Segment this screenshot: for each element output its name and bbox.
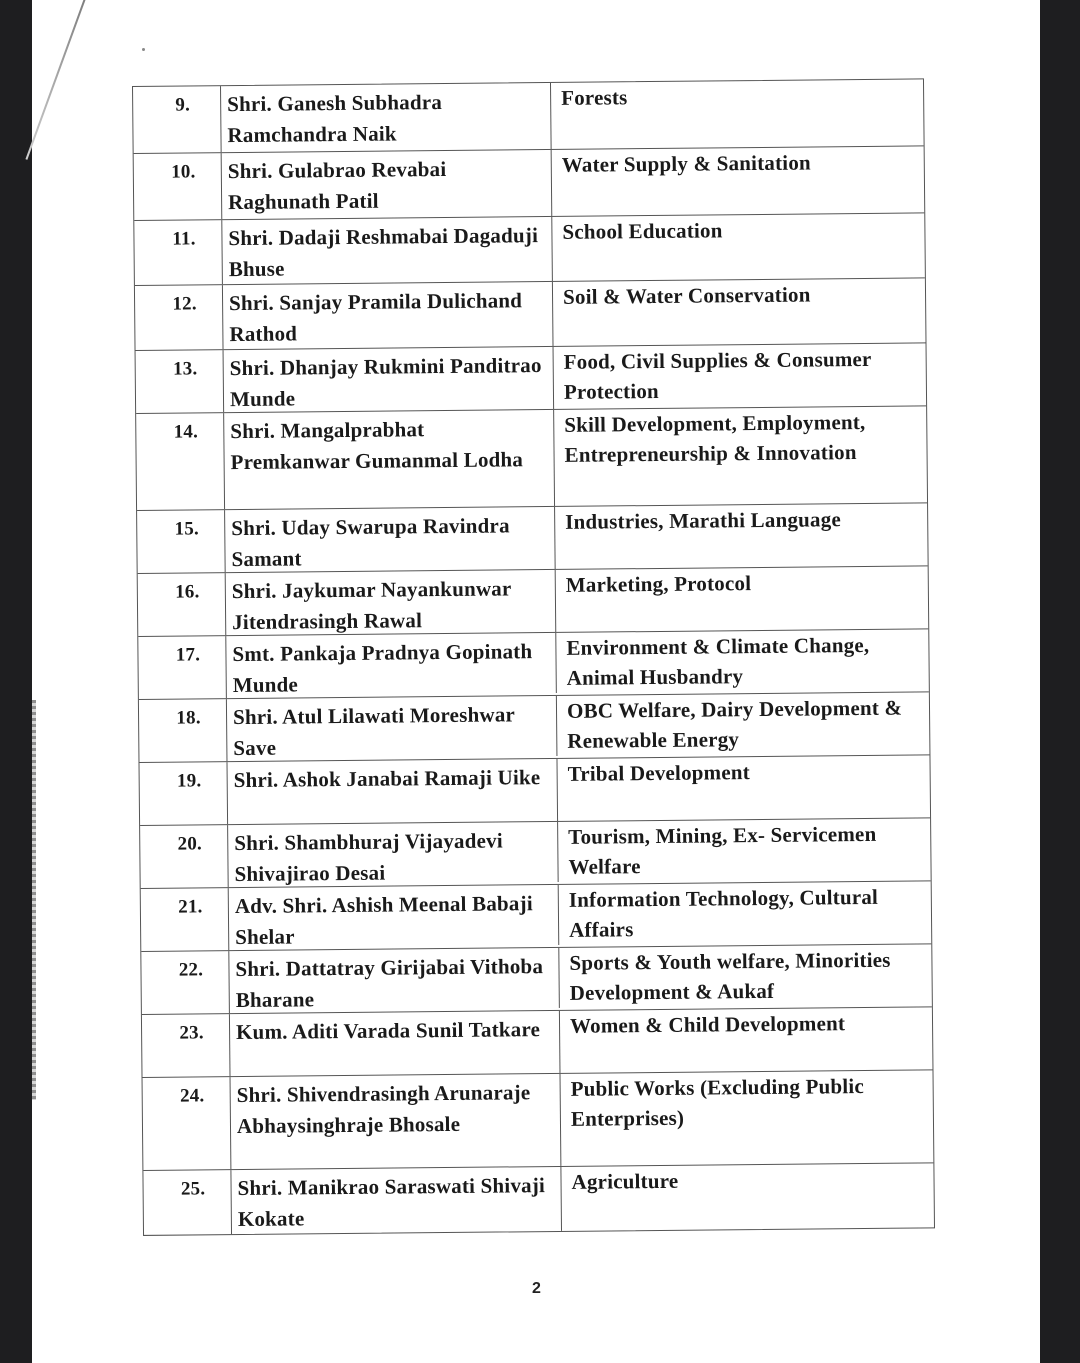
minister-name: Adv. Shri. Ashish Meenal Babaji Shelar: [229, 885, 560, 948]
page-edge-shadow: [32, 700, 36, 1100]
minister-name: Shri. Sanjay Pramila Dulichand Rathod: [223, 282, 554, 349]
row-number: 15.: [137, 510, 226, 573]
table-row: [139, 755, 930, 826]
minister-portfolio-table: [132, 78, 935, 1236]
minister-name: Shri. Jaykumar Nayankunwar Jitendrasingh Rawal: [226, 570, 557, 635]
portfolio: OBC Welfare, Dairy Development & Renewable Energy: [566, 695, 903, 753]
table-row: [138, 566, 929, 637]
portfolio: School Education: [562, 218, 723, 244]
row-number: 18.: [139, 699, 228, 762]
row-number: 23.: [142, 1014, 231, 1077]
minister-name: Shri. Dattatray Girijabai Vithoba Bharane: [229, 948, 560, 1011]
minister-name: Shri. Uday Swarupa Ravindra Samant: [225, 507, 556, 572]
portfolio: Tourism, Mining, Ex- Servicemen Welfare: [568, 821, 877, 879]
row-number: 11.: [134, 220, 223, 285]
table-row: [142, 1007, 933, 1078]
table-row: [136, 343, 927, 414]
portfolio: Skill Development, Employment, Entrepreneurship & Innovation: [564, 409, 866, 467]
row-number: 25.: [143, 1170, 232, 1235]
row-number: 21.: [141, 888, 230, 951]
table-row: [133, 79, 924, 154]
table-row: [139, 692, 930, 763]
row-number: 12.: [135, 285, 224, 350]
table-row: [135, 278, 926, 351]
minister-name: Shri. Dadaji Reshmabai Dagaduji Bhuse: [222, 217, 553, 284]
portfolio: Marketing, Protocol: [565, 571, 752, 597]
page-number: 2: [532, 1280, 541, 1297]
table-row: [136, 406, 927, 511]
minister-name: Shri. Ganesh Subhadra Ramchandra Naik: [221, 83, 552, 152]
minister-name: Shri. Shivendrasingh Arunaraje Abhaysinghraje Bhosale: [231, 1074, 562, 1169]
portfolio: Industries, Marathi Language: [565, 507, 842, 534]
portfolio: Soil & Water Conservation: [562, 282, 811, 309]
table-row: [134, 146, 925, 221]
table-row: [143, 1070, 934, 1171]
row-number: 14.: [136, 413, 225, 510]
row-number: 19.: [139, 762, 228, 825]
scanned-page: [32, 0, 1040, 1363]
table-row: [138, 629, 929, 700]
minister-name: Shri. Manikrao Saraswati Shivaji Kokate: [231, 1167, 562, 1234]
row-number: 24.: [143, 1077, 232, 1170]
table-row: [143, 1163, 934, 1235]
table-row: [140, 818, 931, 889]
minister-name: Shri. Ashok Janabai Ramaji Uike: [227, 759, 558, 824]
row-number: 9.: [133, 86, 222, 153]
table-row: [134, 213, 925, 286]
portfolio: Women & Child Development: [569, 1011, 846, 1038]
minister-name: Kum. Aditi Varada Sunil Tatkare: [230, 1011, 561, 1076]
minister-name: Shri. Dhanjay Rukmini Panditrao Munde: [224, 347, 555, 412]
portfolio: Information Technology, Cultural Affairs: [568, 884, 879, 942]
portfolio: Food, Civil Supplies & Consumer Protection: [563, 346, 872, 404]
minister-name: Shri. Gulabrao Revabai Raghunath Patil: [222, 150, 553, 219]
table-row: [141, 881, 932, 952]
portfolio: Tribal Development: [567, 760, 751, 786]
minister-name: Shri. Atul Lilawati Moreshwar Save: [227, 696, 558, 759]
portfolio: Public Works (Excluding Public Enterprises): [570, 1074, 865, 1131]
scan-speck: [142, 48, 145, 51]
row-number: 17.: [138, 636, 227, 699]
row-number: 10.: [134, 153, 223, 220]
table-row: [141, 944, 932, 1015]
row-number: 16.: [138, 573, 227, 636]
row-number: 22.: [141, 951, 230, 1014]
portfolio: Environment & Climate Change, Animal Husbandry: [566, 632, 870, 690]
minister-name: Shri. Shambhuraj Vijayadevi Shivajirao Desai: [228, 822, 559, 885]
scan-artifact-line: [25, 0, 88, 160]
portfolio: Sports & Youth welfare, Minorities Development & Aukaf: [569, 947, 891, 1005]
minister-name: Smt. Pankaja Pradnya Gopinath Munde: [226, 633, 557, 696]
table-row: [137, 503, 928, 574]
portfolio: Forests: [561, 85, 628, 110]
portfolio: Water Supply & Sanitation: [561, 150, 811, 177]
minister-name: Shri. Mangalprabhat Premkanwar Gumanmal Lodha: [224, 410, 555, 509]
row-number: 13.: [136, 350, 225, 413]
row-number: 20.: [140, 825, 229, 888]
portfolio: Agriculture: [571, 1168, 679, 1194]
